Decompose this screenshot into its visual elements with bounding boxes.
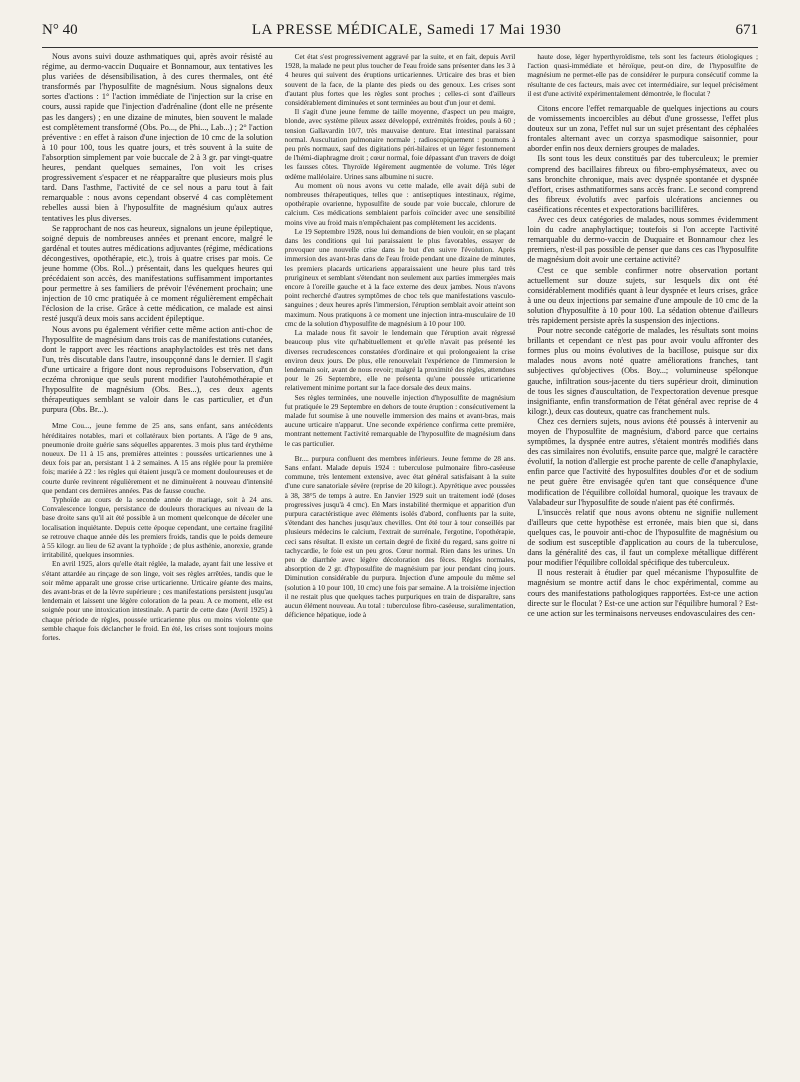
column-right	[527, 52, 758, 1070]
issue-number: N° 40	[42, 22, 78, 38]
journal-title: LA PRESSE MÉDICALE, Samedi 17 Mai 1930	[251, 22, 562, 38]
page-number: 671	[735, 22, 758, 38]
paragraph: La malade nous fit savoir le lendemain que l'éruption avait régressé beaucoup plus vite qu'habituellement et qu'elle n'avait pas présenté les diverses recrudescences constatées d'ordinaire et qui prolongeaient la crise environ deux jours. De plus, elle renouvelait l'expérience de l'immersion le lendemain soir, avant de nous revoir; malgré la proximité des règles, attendues pour le 26 Septembre, elle ne présenta qu'une poussée urticarienne relativement minime portant sur la face dorsale des deux mains.	[284, 328, 516, 393]
paragraph: Pour notre seconde catégorie de malades, les résultats sont moins brillants et cependant ce n'est pas pour avoir voulu affronter des formes plus ou moins évolutives de la bacillose, puisque sur dix malades nous avons noté quatre améliorations franches, tant subjectives qu'objectives (Obs. Boy...; volumineuse spélonque gauche, infiltration sous-jacente du tiers supérieur droit, diminution de tous les signes d'auscultation, de l'expectoration devenue presque insignifiante, enfin transformation de l'état général avec reprise de 4 kilogr.), deux cas douteux, quatre cas franchement nuls.	[527, 326, 759, 416]
paragraph: Nous avons pu également vérifier cette même action anti-choc de l'hyposulfite de magnésium dans trois cas de manifestations cutanées, dont le rapport avec les réactions anaphylactoïdes est très net dans l'un, très discutable dans l'autre, insoupçonné dans le dernier. Il s'agit d'une urticaire a frigore dont nous reproduisons l'observation, d'un eczéma chronique que seuls purent modifier l'autohémothérapie et l'hyposulfite de magnésium (Obs. Bes...), ces deux agents thérapeutiques semblant se valoir dans le cas particulier, et d'un purpura (Obs. Br...).	[42, 324, 273, 415]
paragraph: Au moment où nous avons vu cette malade, elle avait déjà subi de nombreuses thérapeutiques, telles que : antiseptiques intestinaux, régime, opothérapie ovarienne, hyposulfite de soude par voie buccale, chlorure de calcium. Ces médications semblaient parfois coïncider avec une sensibilité moins vive au froid mais n'empêchaient pas complètement les accidents.	[284, 180, 516, 227]
paragraph: haute dose, léger hyperthyroïdisme, tels sont les facteurs étiologiques ; l'action quasi-immédiate et héroïque, peut-on dire, de l'hyposulfite de magnésium ne permet-elle pas de considérer le purpura consécutif comme la résultante de ces facteurs, mais avec cet intermédiaire, sur lequel précisément il est d'une activité expérimentalement démontrée, le floculat ?	[527, 52, 759, 98]
paragraph: L'insuccès relatif que nous avons obtenu ne signifie nullement d'ailleurs que cette hypothèse est erronée, mais bien que si, dans quelques cas, le pouvoir anti-choc de l'hyposulfite de magnésium ou de sodium est susceptible d'application au cours de la tuberculose, dans la généralité des cas, il faut un complexe métallique différent pour modifier l'équilibre colloïdal spécifique des tuberculeux.	[527, 507, 759, 568]
paragraph: Avec ces deux catégories de malades, nous sommes évidemment loin du cadre anaphylactique; toutefois si l'on accepte l'activité remarquable du dermo-vaccin de Duquaire et Bonnamour chez les premiers, n'est-il pas possible de penser que dans ces cas l'hyposulfite de magnésium doit avoir une certaine activité?	[527, 215, 759, 265]
paragraph: Typhoïde au cours de la seconde année de mariage, soit à 24 ans. Convalescence longue, persistance de douleurs thoraciques au niveau de la base droite sans qu'il ait été possible à un moment quelconque de déceler une localisation inquiétante. Depuis cette époque cependant, une certaine fragilité se retrouve chaque année dès les premiers froids, tandis que le poids demeure à 55 kilogr. au lieu de 62 avant la typhoïde ; de plus asthénie, anorexie, grande irritabilité, quelques insomnies.	[42, 495, 273, 560]
text-columns	[42, 52, 758, 1070]
header-rule	[42, 47, 758, 48]
paragraph: Mme Cou..., jeune femme de 25 ans, sans enfant, sans antécédents héréditaires notables, mari et collatéraux bien portants. A l'âge de 9 ans, pneumonie droite guérie sans séquelles apparentes. 3 mois plus tard érythème noueux. De 11 à 15 ans, premières atteintes : poussées urticariennes une à deux fois par an, persistant 1 à 2 semaines. A 15 ans réglée pour la première fois; mariée à 22 : les règles qui étaient jusqu'à ce moment douloureuses et de courte durée revinrent régulièrement et ne diminuèrent à nouveau d'intensité que pendant ces dernières années. Pas de fausse couche.	[42, 421, 273, 495]
column-left	[42, 52, 273, 1070]
column-middle	[285, 52, 516, 1070]
paragraph: En avril 1925, alors qu'elle était réglée, la malade, ayant fait une lessive et s'étant attardée au rinçage de son linge, voit ses règles arrêtées, tandis que le soir même apparaît une grosse crise urticarienne. Urticaire géante des mains, des avant-bras et de la lèvre supérieure ; ces manifestations persistent jusqu'au lendemain et laissent une légère coloration de la peau. A ce moment, elle est soignée pour une intoxication intestinale. A partir de cette date (Avril 1925) à chaque période de règles, poussée urticarienne plus ou moins violente que semble chaque fois déclancher le froid. En été, les crises sont toujours moins fortes.	[42, 559, 273, 643]
paragraph: C'est ce que semble confirmer notre observation portant actuellement sur douze sujets, sur lesquels dix ont été considérablement modifiés quant à leur dyspnée et leurs crises, grâce à une ou deux injections par semaine d'une ampoule de 10 cmc de la solution d'hyposulfite à 10 pour 100. La sédation obtenue d'ailleurs très rapidement persiste après la suspension des injections.	[527, 265, 759, 325]
paragraph: Chez ces derniers sujets, nous avions été poussés à intervenir au moyen de l'hyposulfite de magnésium, d'abord parce que certains symptômes, la dyspnée entre autres, s'étaient montrés modifiés dans des cas similaires non évolutifs, ensuite parce que, malgré le caractère évolutif, la notion d'allergie est proche parente de celle d'anaphylaxie, enfin parce que l'activité des hyposulfites doubles d'or et de sodium ne peut guère être envisagée qu'en tant que conséquence d'une modification de l'équilibre colloïdal humoral, quoique les travaux de Valabadeur sur l'hyposulfite de soude n'aient pas été confirmés.	[527, 416, 759, 507]
paragraph: Cet état s'est progressivement aggravé par la suite, et en fait, depuis Avril 1928, la malade ne peut plus toucher de l'eau froide sans présenter dans les 3 à 4 heures qui suivent des éruptions urticariennes. Urticaire des bras et bien souvent de la face, de la plante des pieds ou des genoux. Les crises sont d'autant plus fortes que les règles sont proches ; celles-ci sont d'ailleurs considérablement diminuées et sont terminées au bout d'un jour et demi.	[284, 52, 516, 108]
paragraph: Il nous resterait à étudier par quel mécanisme l'hyposulfite de magnésium se montre actif dans le choc expérimental, comme au cours des manifestations pathologiques rapportées. Est-ce une action directe sur le floculat ? Est-ce une action sur l'équilibre humoral ? Est-ce une action sur les terminaisons nerveuses endovasculaires des cen-	[527, 568, 759, 618]
running-header	[42, 22, 758, 42]
paragraph: Br.... purpura confluent des membres inférieurs. Jeune femme de 28 ans. Sans enfant. Malade depuis 1924 : tuberculose pulmonaire fibro-caséeuse commune, très lentement extensive, avec état général satisfaisant à la suite d'une cure sanatoriale sévère (reprise de 20 kilogr.). Apyrétique avec poussées à 38, 38°5 de temps à autre. En Janvier 1929 suit un traitement iodé (doses progressives jusqu'à 4 cmc). En Mars instabilité thermique et apparition d'un purpura caractéristique avec éléments isolés d'abord, confluents par la suite, s'étendant des hanches jusqu'aux chevilles. Ont été tour à tour conseillés par plusieurs médecins le calcium, l'extrait de surrénale, l'ergotine, l'opothérapie, ceci sans résultat. Il existe un certain degré de fixité du regard, sans goitre ni tachycardie, le foie est un peu gros. Cœur normal. Rien dans les urines. Un peu de diarrhée avec légère décoloration des fèces. Règles normales, absorption de 2 gr. d'hyposulfite de magnésium par jour pendant cinq jours. Diminution considérable du purpura. Injection d'une ampoule du même sel (solution à 10 pour 100, 10 cmc) une fois par semaine. A la troisième injection il ne restait plus que quelques taches purpuriques en train de disparaître, sans aucun élément nouveau. Au total : tuberculose fibro-caséeuse, suralimentation, déficience hépatique, iode à	[284, 453, 516, 620]
paragraph: Il s'agit d'une jeune femme de taille moyenne, d'aspect un peu maigre, blonde, avec système pileux assez développé, extrémités froides, pouls à 60 ; tension Gallavardin 10/7, très mauvaise denture. Etat intestinal paraissant normal. Auscultation pulmonaire normale ; radioscopiquement : poumons à peu près normaux, sauf des digitations péri-hilaires et un léger festonnement de l'hémi-diaphragme droit ; cœur normal, foie dépassant d'un travers de doigt les fausses côtes. Thyroïde légèrement augmentée de volume. Très léger œdème malléolaire. Urines sans albumine ni sucre.	[284, 107, 516, 181]
paragraph: Se rapprochant de nos cas heureux, signalons un jeune épileptique, soigné depuis de nombreuses années et prenant encore, malgré le gardénal et toutes autres médications adjuvantes (régime, médications décongestives, opothérapie, etc.), trois à quatre crises par mois. Ce jeune homme (Obs. Rol...) présentait, dans les quelques heures qui précédaient son accès, des manifestations suffisamment importantes pour permettre à ses familiers de prévoir l'événement prochain; une injection de 10 cmc pratiquée à ce moment régulièrement empêchait l'éclosion de la crise. Grâce à cette médication, ce malade est ainsi resté jusqu'à deux mois sans accident épileptique.	[42, 223, 273, 324]
paragraph: Nous avons suivi douze asthmatiques qui, après avoir résisté au régime, au dermo-vaccin Duquaire et Bonnamour, aux tentatives les plus variées de désensibilisation, à des cures thermales, ont été transformés par l'hyposulfite de magnésium. Nous signalons deux sortes d'actions : 1° l'action immédiate de l'injection sur la crise en cours, aussi rapide que l'injection d'adrénaline (dont elle ne présente pas les dangers) ; en une dizaine de minutes, bien souvent le malade est complètement transformé (Obs. Po..., de Phi..., Lab...) ; 2° l'action préventive : en effet à raison d'une injection de 10 cmc de la solution à 10 pour 100, tous les quatre jours, et très souvent à la suite de l'absorption simplement par voie buccale de 2 à 3 gr. par vingt-quatre heures, pendant quelques semaines, l'on voit les crises progressivement s'espacer et ne réapparaître que plusieurs mois plus tard. Dans l'asthme, l'activité de ce sel nous a paru tout à fait remarquable : nous avons cependant observé 4 cas complètement rebelles aussi bien à l'hyposulfite de magnésium qu'aux autres tentatives les plus diverses.	[42, 52, 273, 223]
paragraph: Le 19 Septembre 1928, nous lui demandions de bien vouloir, en se plaçant dans les conditions qui lui paraissaient le plus favorables, essayer de provoquer une nouvelle crise dans le but d'en suivre l'évolution. Après immersion des avant-bras dans de l'eau froide pendant une dizaine de minutes, les premiers placards urticariens apparaissaient une heure plus tard très prurigineux et semblant s'étendant non seulement aux parties immergées mais encore à l'oreille gauche et à la face externe des deux jambes. Nous n'avons point recherché d'autres symptômes de choc tels que manifestations vasculo-sanguines ; deux heures après l'immersion, l'éruption semblait avoir atteint son maximum. Nous pratiquons à ce moment une injection intra-musculaire de 10 cmc de la solution d'hyposulfite de magnésium à 10 pour 100.	[284, 226, 516, 328]
paragraph: Citons encore l'effet remarquable de quelques injections au cours de vomissements incoercibles au début d'une grossesse, l'effet plus douteux sur un zona, l'effet nul sur un sujet présentant des céphalées frontales alternant avec un corzya spasmodique saisonnier, pour aborder enfin nos deux derniers groupes de malades.	[527, 104, 759, 154]
paragraph: Ils sont tous les deux constitués par des tuberculeux; le premier comprend des bacillaires fibreux ou fibro-emphysémateux, avec ou sans bronchite chronique, mais avec dyspnée spontanée et dyspnée d'effort, crises asthmatiformes sans accès franc. Le second comprend des fibreux évolutifs avec parfois ulcérations anciennes ou caséifications récentes et expectorations bacillifères.	[527, 154, 759, 214]
paragraph: Ses règles terminées, une nouvelle injection d'hyposulfite de magnésium fut pratiquée le 29 Septembre en dehors de toute éruption : consécutivement la malade fut soumise à une nouvelle immersion des mains et avant-bras, mais aucune urticaire n'apparut. Une seconde expérience confirma cette première, montrant nettement l'activité remarquable de l'hyposulfite de magnésium dans le cas particulier.	[284, 392, 516, 448]
